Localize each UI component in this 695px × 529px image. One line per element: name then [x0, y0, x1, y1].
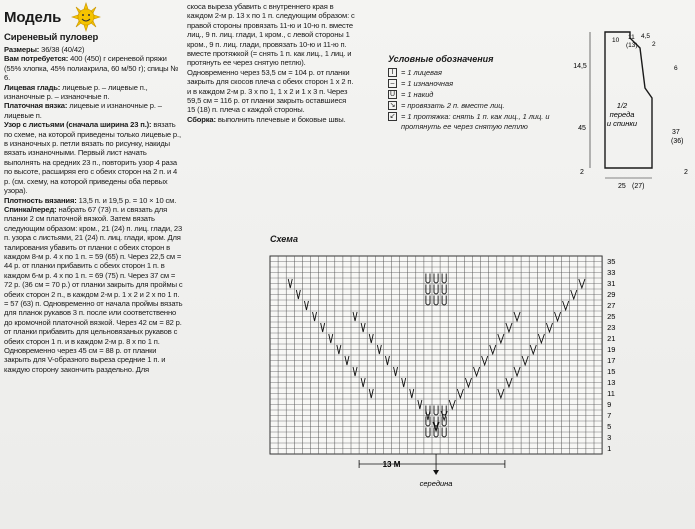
dim-bottom-1: 25 [618, 183, 626, 190]
dim-left-1: 14,5 [573, 63, 587, 70]
legend-title: Условные обозначения [388, 54, 494, 64]
legend-text: = 1 накид [401, 90, 434, 99]
row-number: 19 [607, 345, 616, 354]
row-number: 9 [607, 400, 612, 409]
row-number: 35 [607, 257, 616, 266]
dim-top-2: 11 [628, 34, 635, 41]
paragraph-label: Размеры: [4, 45, 40, 54]
legend-text: = 1 изнаночная [401, 79, 454, 88]
row-number: 29 [607, 290, 616, 299]
sun-icon [69, 2, 103, 32]
row-number: 1 [607, 444, 612, 453]
paragraph-label: Плотность вязания: [4, 195, 77, 205]
paragraph-text: набрать 67 (73) п. и связать для планки 2 см платочной вязкой. Затем вязать следующим образом: кром., 21 (24) п. лиц. глади, 23 п. узора с листьями, 21 (24) п. лиц. глади, кром. Для талирования убавить от планки с обеих сторон в каждом 8-м р. 4 х по 1 п. = 59 (65) п. Через 22,5 см = 44 р. от планки прибавить с обеих сторон 1 п. в каждом 6-м р. 4 х по 1 п. = 69 (75) п. Через 37 см = 72 р. (36 см = 70 р.) от планки закрыть для проймы с обеих сторон 2 п., в каждом 2-м р. 1 х 2 и 2 х по 1 п. = 57 (63) п. Одновременно от начала проймы вязать для планок рукавов 3 п. после или соответственно до кромочной платочной вязкой. Через 42 см = 82 р. от планки прибавить для цельновязаных рукавов с обеих сторон 1 п. и в каждом 2-м р. 8 х по 1 п. Одновременно через 45 см = 88 р. от планки закрыть для V-образного выреза средние 1 п. и каждую сторону закончить раздельно. Для [4, 204, 183, 374]
schematic-label-1: 1/2 [616, 101, 628, 110]
row-number: 25 [607, 312, 616, 321]
legend-item [388, 90, 588, 100]
paragraph-text: лицевые р. – лицевые п., изнаночные р. – изнаночные п. [4, 82, 148, 102]
dim-right-1: 37 [672, 129, 680, 136]
col1-paragraph [4, 101, 184, 120]
row-number: 23 [607, 323, 616, 332]
paragraph-text: лицевые и изнаночные р. – лицевые п. [4, 101, 162, 120]
col1-paragraph [4, 45, 184, 54]
dim-right-3: 2 [684, 169, 688, 176]
legend-item [388, 79, 588, 89]
col2-paragraph [187, 2, 355, 115]
legend-text: = 1 лицевая [401, 68, 442, 77]
dim-top-3: (13) [626, 42, 638, 49]
paragraph-label: Платочная вязка: [4, 101, 68, 111]
knitting-chart [262, 250, 642, 510]
schematic-outline [605, 32, 652, 168]
legend-item [388, 68, 588, 78]
paragraph-text: 13,5 п. и 19,5 р. = 10 × 10 см. [76, 195, 177, 205]
paragraph-label: Вам потребуется: [4, 54, 69, 64]
col2-paragraph [187, 115, 355, 124]
bleed-through-area [665, 200, 695, 500]
col1-paragraph [4, 120, 184, 195]
paragraph-label: Сборка: [187, 114, 216, 124]
dim-top-6: 6 [674, 65, 678, 72]
instructions-column-1 [4, 2, 184, 374]
row-number: 13 [607, 378, 616, 387]
legend-items [388, 68, 588, 132]
legend-symbol-icon: ↘ [389, 102, 396, 109]
title-text: Модель [4, 8, 62, 26]
col1-paragraph [4, 83, 184, 102]
row-number: 11 [607, 389, 615, 398]
paragraph-text: 400 (450) г сиреневой пряжи (55% хлопка, 45% полиакрила, 60 м/50 г); спицы № 6. [4, 54, 179, 83]
dim-top-4: 4,5 [641, 33, 651, 40]
paragraph-text: вязать по схеме, на которой приведены только лицевые р., в изнаночных р. петли вязать по рисунку, накиды вязать изнаночными. Первый лист начать выполнять на средних 23 п., повторить узор 4 раза по высоте, расширяя его с обеих сторон на 2 п. и 4 р. (см. схему, на которой приведены оба первых узора). [4, 120, 181, 196]
page-title [4, 2, 184, 32]
repeat-label: 13 М [382, 460, 401, 469]
row-number: 17 [607, 356, 616, 365]
schematic-label-2: переда [609, 110, 635, 119]
col1-paragraphs [4, 45, 184, 374]
legend-symbol-icon: I [388, 68, 397, 77]
paragraph-label: Узор с листьями (сначала ширина 23 п.): [4, 120, 152, 130]
col1-paragraph [4, 196, 184, 205]
subtitle: Сиреневый пуловер [4, 32, 99, 43]
dim-left-3: 2 [580, 169, 584, 176]
paragraph-text: скоса выреза убавить с внутреннего края в каждом 2-м р. 13 х по 1 п. следующим образом: с правой стороны провязать 11-ю и 10-ю п. вместе лиц., 9 п. лиц. глади, 1 кром., с левой стороны 1 кром., 9 п. лиц. глади, провязать 10-ю и 11-ю п. вместе протяжкой (= снять 1 п. как лиц., 1 лиц. и протянуть ее через снятую петлю). Одновременно через 53,5 см = 104 р. от планки закрыть для скосов плеча с обеих сторон 1 х 2 п. и в каждом 2-м р. 3 х по 1, 1 х 2 и 1 х 3 п. Через 59,5 см = 116 р. от планки закрыть оставшиеся 15 (18) п. плеча с каждой стороны. [187, 2, 355, 115]
garment-schematic [560, 28, 695, 198]
dim-left-2: 45 [578, 125, 586, 132]
schematic-label-3: и спинки [606, 119, 638, 128]
col2-paragraphs [187, 2, 355, 124]
center-label: середина [419, 479, 453, 488]
row-number: 21 [607, 334, 616, 343]
row-number: 7 [607, 411, 612, 420]
row-number: 15 [607, 367, 616, 376]
legend-item [388, 101, 588, 111]
col1-paragraph [4, 205, 184, 374]
row-number: 3 [607, 433, 612, 442]
legend-symbol-icon: ↙ [389, 113, 396, 120]
legend-text: = провязать 2 п. вместе лиц. [401, 101, 505, 110]
schema-title: Схема [270, 234, 298, 244]
dim-top-1: 10 [612, 37, 620, 44]
row-number: 31 [607, 279, 616, 288]
center-arrow-icon [433, 470, 439, 475]
instructions-column-2 [187, 2, 355, 124]
dim-bottom-2: (27) [632, 183, 645, 190]
paragraph-label: Лицевая гладь: [4, 82, 61, 92]
paragraph-label: Спинка/перед: [4, 204, 57, 214]
legend-symbol-icon: – [388, 79, 397, 88]
col1-paragraph [4, 54, 184, 82]
legend-item [388, 112, 588, 132]
row-number: 33 [607, 268, 616, 277]
legend-text: = 1 протяжка: снять 1 п. как лиц., 1 лиц. и протянуть ее через снятую петлю [401, 112, 550, 131]
paragraph-text: выполнить плечевые и боковые швы. [215, 114, 346, 124]
legend-symbol-icon: U [389, 91, 396, 98]
row-number: 27 [607, 301, 616, 310]
dim-right-2: (36) [671, 138, 684, 145]
paragraph-text: 36/38 (40/42) [39, 45, 85, 54]
row-number: 5 [607, 422, 612, 431]
legend [388, 54, 588, 133]
dim-top-5: 2 [652, 41, 656, 48]
